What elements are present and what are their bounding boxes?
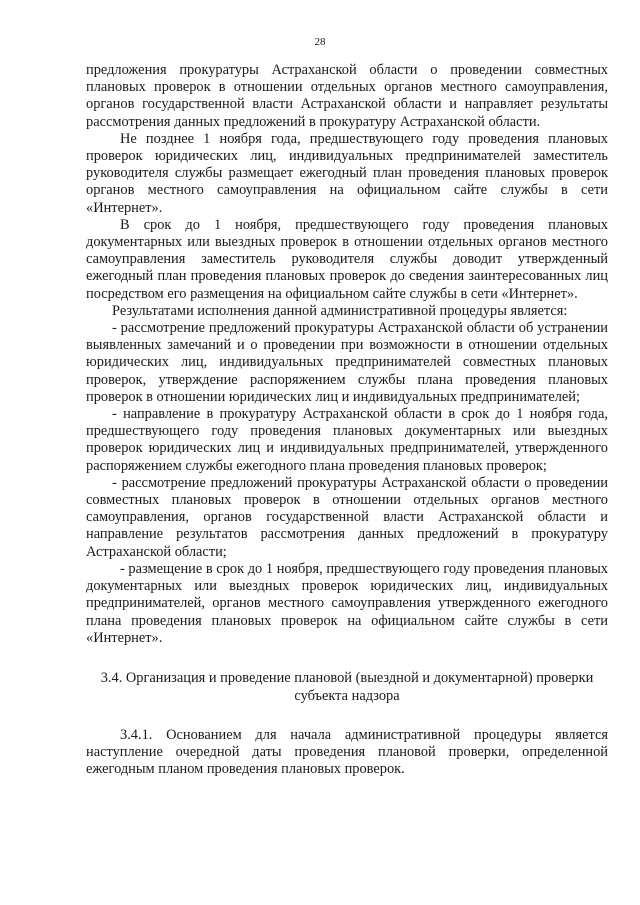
document-body (86, 62, 608, 779)
paragraph-prosecutor-proposals: предложения прокуратуры Астраханской области о проведении совместных плановых проверок в отношении отдельных органов местного самоуправления, органов государственной власти Астраханской области и направляет результаты рассмотрения данных предложений в прокуратуру Астраханской области. (86, 62, 608, 130)
paragraph-plan-publication-deadline: Не позднее 1 ноября года, предшествующего году проведения плановых проверок юридических лиц, индивидуальных предпринимателей заместитель руководителя службы размещает ежегодный план проведения плановых проверок органов местного самоуправления на официальном сайте службы в сети «Интернет». (86, 130, 608, 216)
paragraph-results-intro: Результатами исполнения данной административной процедуры является: (112, 302, 568, 319)
page-number: 28 (314, 36, 326, 48)
section-heading: 3.4. Организация и проведение плановой (выездной и документарной) проверки субъекта надзора (100, 669, 594, 704)
list-item-result-3: - рассмотрение предложений прокуратуры Астраханской области о проведении совместных плановых проверок в отношении отдельных органов местного самоуправления, органов государственной власти Астраханской области и направление результатов рассмотрения данных предложений в прокуратуру Астраханской области; (86, 474, 608, 560)
section-paragraph-3-4-1: 3.4.1. Основанием для начала административной процедуры является наступление очередной даты проведения плановой проверки, определенной ежегодным планом проведения плановых проверок. (86, 726, 608, 778)
paragraph-plan-notification: В срок до 1 ноября, предшествующего году проведения плановых документарных или выездных проверок в отношении отдельных органов местного самоуправления заместитель руководителя службы доводит утвержденный ежегодный план проведения плановых проверок до сведения заинтересованных лиц посредством его размещения на официальном сайте службы в сети «Интернет». (86, 216, 608, 302)
list-item-result-2: - направление в прокуратуру Астраханской области в срок до 1 ноября года, предшествующего году проведения плановых документарных или выездных проверок юридических лиц и индивидуальных предпринимателей, утвержденного распоряжением службы ежегодного плана проведения плановых проверок; (86, 406, 608, 474)
list-item-result-1: - рассмотрение предложений прокуратуры Астраханской области об устранении выявленных замечаний и о проведении при возможности в отношении отдельных юридических лиц, индивидуальных предпринимателей совместных плановых проверок, утверждение распоряжением службы плана проведения плановых проверок в отношении юридических лиц и индивидуальных предпринимателей; (86, 320, 608, 405)
list-item-result-4: - размещение в срок до 1 ноября, предшествующего году проведения плановых документарных или выездных проверок юридических лиц, индивидуальных предпринимателей, органов местного самоуправления утвержденного ежегодного плана проведения плановых проверок на официальном сайте службы в сети «Интернет». (86, 560, 608, 646)
